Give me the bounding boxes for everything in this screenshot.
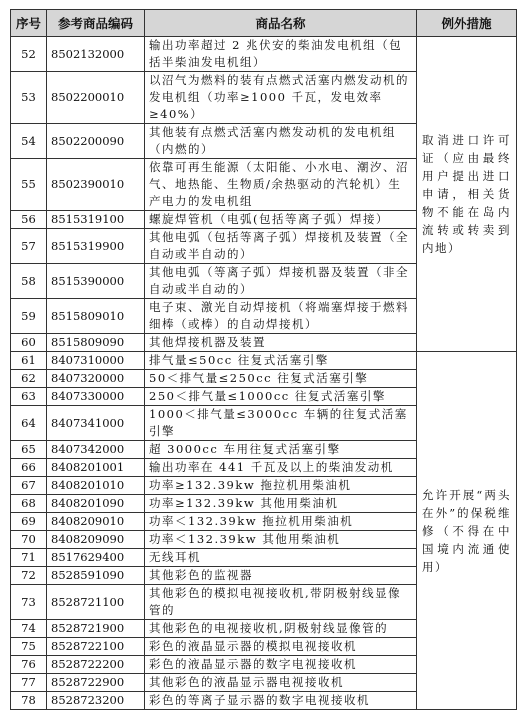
row-code: 8502200090: [47, 124, 145, 159]
row-seq: 65: [11, 441, 47, 459]
row-seq: 74: [11, 620, 47, 638]
row-code: 8408201090: [47, 495, 145, 513]
row-code: 8502200010: [47, 72, 145, 124]
row-seq: 58: [11, 264, 47, 299]
header-code: 参考商品编码: [47, 10, 145, 37]
row-name: 排气量≤50cc 往复式活塞引擎: [145, 352, 417, 370]
row-name: 其他彩色的液晶显示器电视接收机: [145, 674, 417, 692]
table-row: [11, 352, 517, 370]
row-code: 8515809090: [47, 334, 145, 352]
row-seq: 64: [11, 406, 47, 441]
row-seq: 73: [11, 585, 47, 620]
row-seq: 59: [11, 299, 47, 334]
row-seq: 68: [11, 495, 47, 513]
row-code: 8515390000: [47, 264, 145, 299]
row-name: 其他装有点燃式活塞内燃发动机的发电机组（内燃的）: [145, 124, 417, 159]
row-name: 250＜排气量≤1000cc 往复式活塞引擎: [145, 388, 417, 406]
row-seq: 61: [11, 352, 47, 370]
row-name: 无线耳机: [145, 549, 417, 567]
row-code: 8408209090: [47, 531, 145, 549]
row-name: 输出功率在 441 千瓦及以上的柴油发动机: [145, 459, 417, 477]
measure-group-2: 允许开展“两头在外”的保税维修（不得在中国境内流通使用）: [417, 352, 517, 710]
row-seq: 76: [11, 656, 47, 674]
row-name: 其他电弧（包括等离子弧）焊接机及装置（全自动或半自动的）: [145, 229, 417, 264]
row-seq: 62: [11, 370, 47, 388]
row-seq: 67: [11, 477, 47, 495]
row-seq: 56: [11, 211, 47, 229]
row-code: 8517629400: [47, 549, 145, 567]
row-code: 8502390010: [47, 159, 145, 211]
row-name: 电子束、激光自动焊接机（将端塞焊接于燃料细棒（或棒）的自动焊接机）: [145, 299, 417, 334]
row-code: 8407341000: [47, 406, 145, 441]
row-code: 8515319900: [47, 229, 145, 264]
row-name: 其他电弧（等离子弧）焊接机器及装置（非全自动或半自动的）: [145, 264, 417, 299]
row-code: 8408209010: [47, 513, 145, 531]
header-measure: 例外措施: [417, 10, 517, 37]
row-name: 彩色的液晶显示器的模拟电视接收机: [145, 638, 417, 656]
row-name: 功率≥132.39kw 其他用柴油机: [145, 495, 417, 513]
row-name: 超 3000cc 车用往复式活塞引擎: [145, 441, 417, 459]
row-name: 其他彩色的监视器: [145, 567, 417, 585]
row-seq: 55: [11, 159, 47, 211]
row-name: 功率≥132.39kw 拖拉机用柴油机: [145, 477, 417, 495]
exception-table: [10, 9, 517, 710]
header-name: 商品名称: [145, 10, 417, 37]
row-code: 8407342000: [47, 441, 145, 459]
row-code: 8407310000: [47, 352, 145, 370]
row-code: 8407330000: [47, 388, 145, 406]
table-header-row: [11, 10, 517, 37]
row-seq: 52: [11, 37, 47, 72]
row-code: 8528722100: [47, 638, 145, 656]
row-name: 螺旋焊管机（电弧(包括等离子弧）焊接）: [145, 211, 417, 229]
row-name: 功率＜132.39kw 其他用柴油机: [145, 531, 417, 549]
row-name: 彩色的液晶显示器的数字电视接收机: [145, 656, 417, 674]
row-seq: 66: [11, 459, 47, 477]
header-seq: 序号: [11, 10, 47, 37]
row-name: 以沼气为燃料的装有点燃式活塞内燃发动机的发电机组（功率≥1000 千瓦，发电效率≥40%）: [145, 72, 417, 124]
row-code: 8515809010: [47, 299, 145, 334]
row-code: 8528722900: [47, 674, 145, 692]
row-name: 其他彩色的模拟电视接收机,带阴极射线显像管的: [145, 585, 417, 620]
row-seq: 75: [11, 638, 47, 656]
row-seq: 54: [11, 124, 47, 159]
row-name: 依靠可再生能源（太阳能、小水电、潮汐、沼气、地热能、生物质/余热驱动的汽轮机）生产电力的发电机组: [145, 159, 417, 211]
row-name: 1000＜排气量≤3000cc 车辆的往复式活塞引擎: [145, 406, 417, 441]
row-name: 功率＜132.39kw 拖拉机用柴油机: [145, 513, 417, 531]
row-seq: 53: [11, 72, 47, 124]
row-seq: 70: [11, 531, 47, 549]
row-seq: 60: [11, 334, 47, 352]
row-seq: 72: [11, 567, 47, 585]
row-seq: 77: [11, 674, 47, 692]
row-seq: 71: [11, 549, 47, 567]
row-code: 8528723200: [47, 692, 145, 710]
row-code: 8408201010: [47, 477, 145, 495]
row-code: 8515319100: [47, 211, 145, 229]
row-seq: 78: [11, 692, 47, 710]
table-row: [11, 37, 517, 72]
measure-group-1: 取消进口许可证（应由最终用户提出进口申请，相关货物不能在岛内流转或转卖到内地）: [417, 37, 517, 352]
row-seq: 69: [11, 513, 47, 531]
row-code: 8407320000: [47, 370, 145, 388]
row-code: 8528722200: [47, 656, 145, 674]
row-name: 其他焊接机器及装置: [145, 334, 417, 352]
row-code: 8528721100: [47, 585, 145, 620]
row-seq: 57: [11, 229, 47, 264]
row-code: 8528591090: [47, 567, 145, 585]
row-code: 8502132000: [47, 37, 145, 72]
row-code: 8528721900: [47, 620, 145, 638]
row-name: 其他彩色的电视接收机,阴极射线显像管的: [145, 620, 417, 638]
row-seq: 63: [11, 388, 47, 406]
row-name: 输出功率超过 2 兆伏安的柴油发电机组（包括半柴油发电机组）: [145, 37, 417, 72]
row-name: 50＜排气量≤250cc 往复式活塞引擎: [145, 370, 417, 388]
row-name: 彩色的等离子显示器的数字电视接收机: [145, 692, 417, 710]
row-code: 8408201001: [47, 459, 145, 477]
